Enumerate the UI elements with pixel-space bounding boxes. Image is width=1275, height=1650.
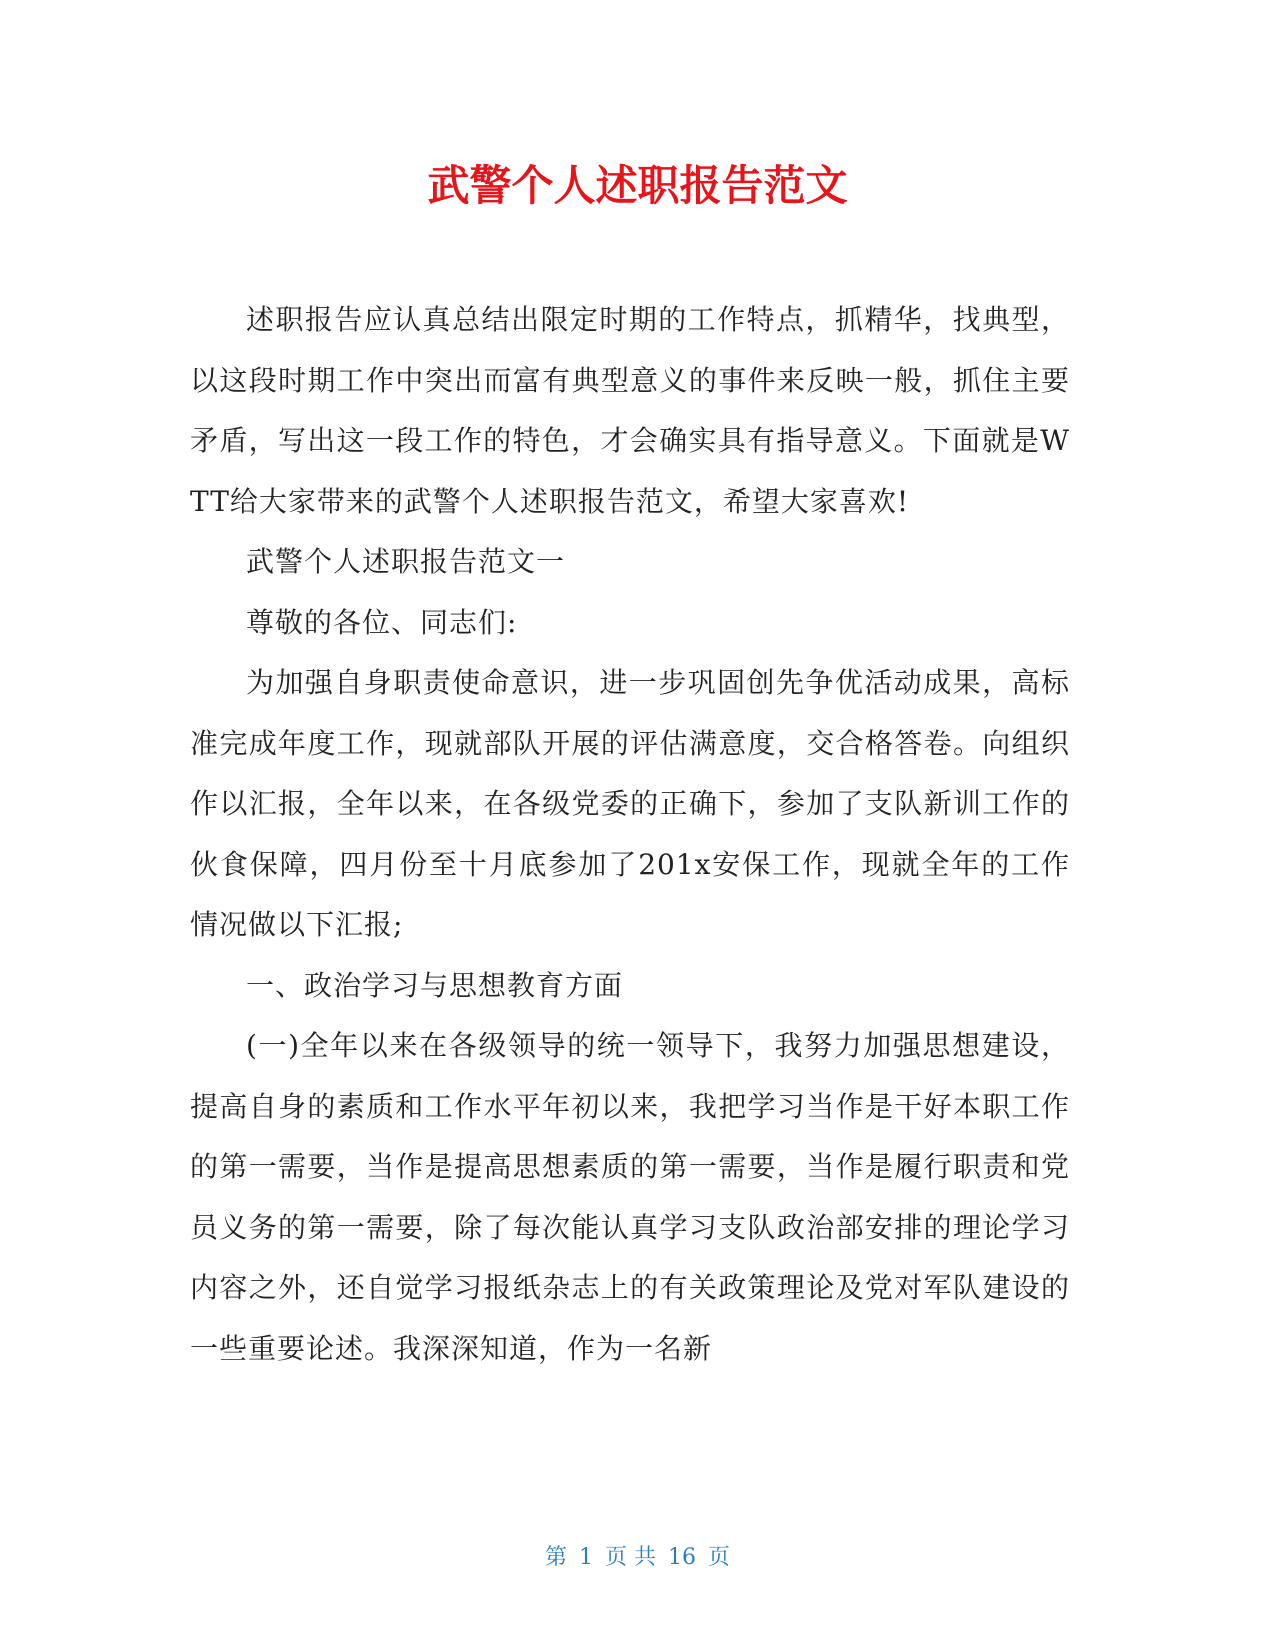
section-heading: 武警个人述职报告范文一 bbox=[246, 545, 566, 578]
body-paragraph: 为加强自身职责使命意识，进一步巩固创先争优活动成果，高标准完成年度工作，现就部队开展的评估满意度，交合格答卷。向组织作以汇报，全年以来，在各级党委的正确下，参加了支队新训工作的伙食保障，四月份至十月底参加了201x安保工作，现就全年的工作情况做以下汇报; bbox=[190, 666, 1070, 941]
footer-total-pages: 16 bbox=[668, 1545, 696, 1570]
intro-paragraph: 述职报告应认真总结出限定时期的工作特点，抓精华，找典型，以这段时期工作中突出而富有典型意义的事件来反映一般，抓住主要矛盾，写出这一段工作的特色，才会确实具有指导意义。下面就是WTT给大家带来的武警个人述职报告范文，希望大家喜欢! bbox=[190, 303, 1070, 518]
footer-page-number: 1 bbox=[579, 1545, 593, 1570]
page-footer bbox=[0, 1540, 1275, 1571]
footer-middle: 页 共 bbox=[605, 1545, 656, 1570]
page-title: 武警个人述职报告范文 bbox=[427, 161, 848, 210]
footer-prefix: 第 bbox=[544, 1545, 567, 1570]
subsection-heading: 一、政治学习与思想教育方面 bbox=[246, 968, 624, 1002]
document-body bbox=[190, 290, 1070, 1379]
footer-suffix: 页 bbox=[708, 1545, 731, 1570]
salutation: 尊敬的各位、同志们: bbox=[246, 605, 518, 639]
body-paragraph: (一)全年以来在各级领导的统一领导下，我努力加强思想建设，提高自身的素质和工作水平年初以来，我把学习当作是干好本职工作的第一需要，当作是提高思想素质的第一需要，当作是履行职责和党员义务的第一需要，除了每次能认真学习支队政治部安排的理论学习内容之外，还自觉学习报纸杂志上的有关政策理论及党对军队建设的一些重要论述。我深深知道，作为一名新 bbox=[190, 1029, 1070, 1365]
